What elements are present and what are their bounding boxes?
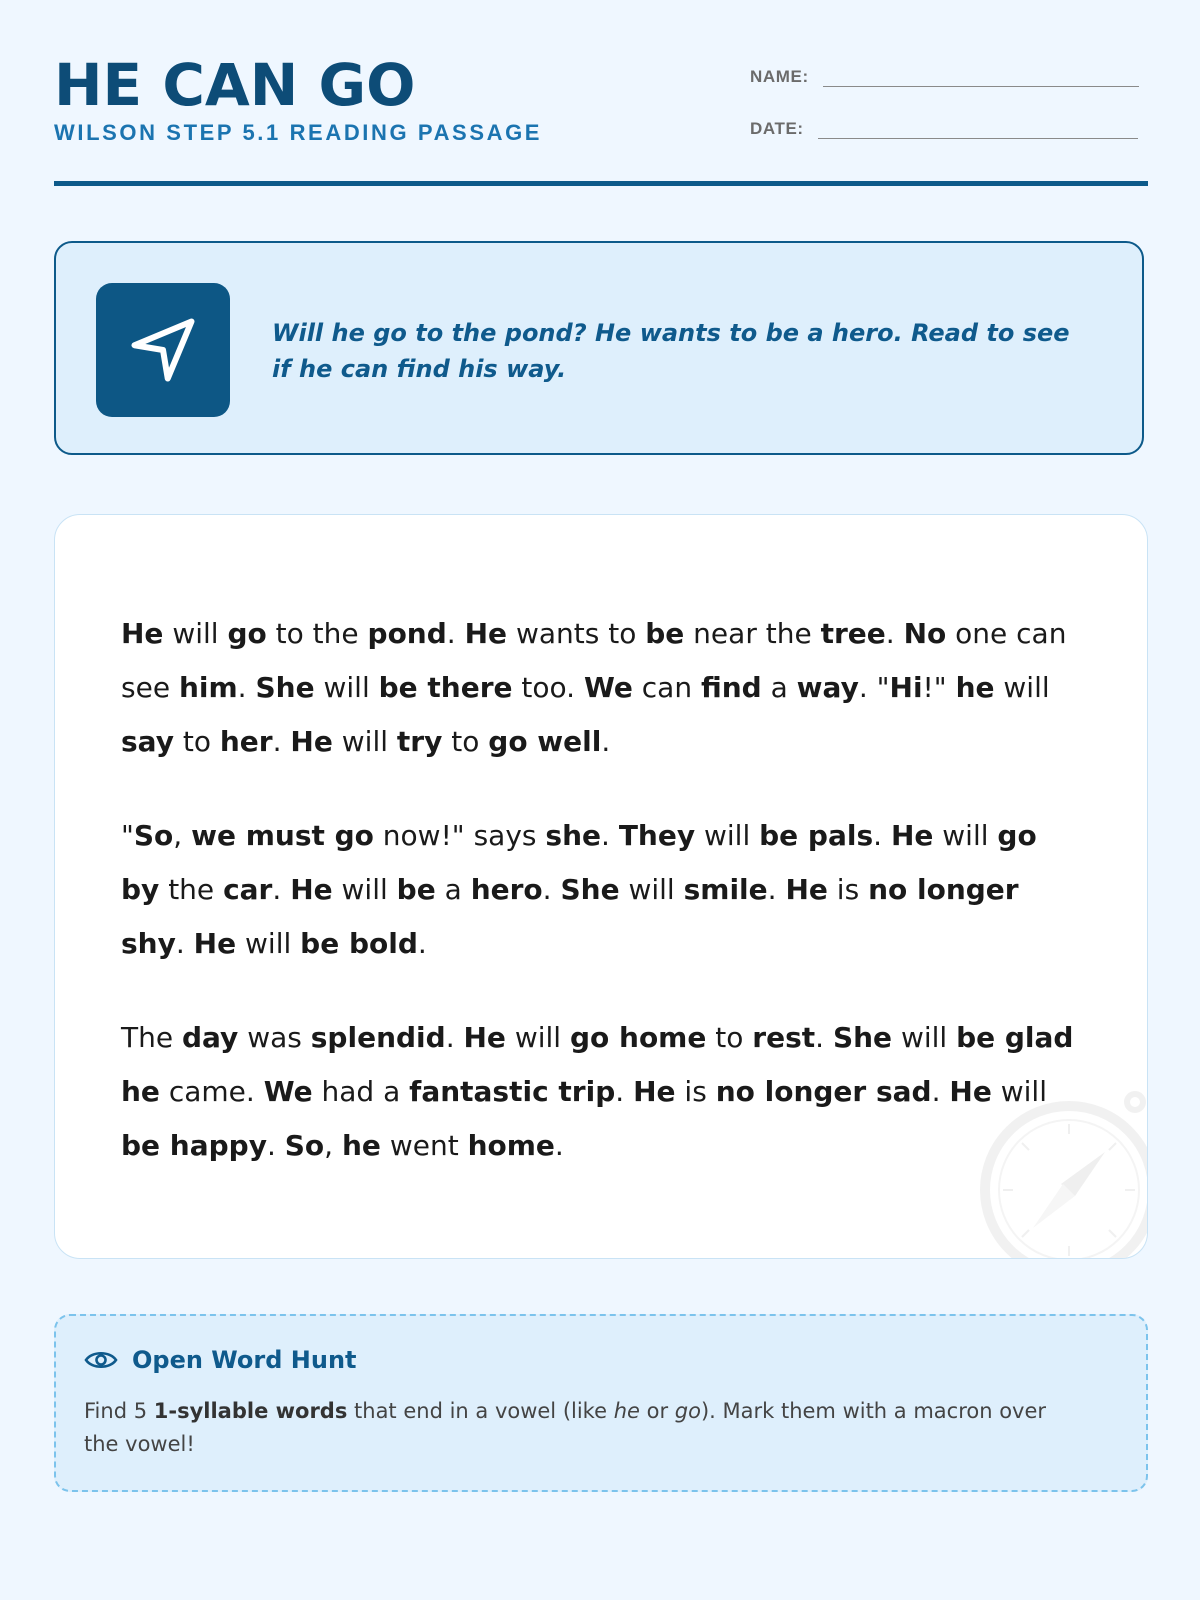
text-run: one can see	[121, 617, 1067, 704]
bold-word: He	[193, 927, 237, 960]
bold-word: He	[121, 617, 164, 650]
text-run: will	[619, 873, 684, 906]
bold-word: hero	[470, 873, 543, 906]
text-run: had a	[312, 1075, 410, 1108]
bold-word: try	[396, 725, 443, 758]
text-run: Find 5	[84, 1399, 154, 1423]
text-run: to	[706, 1021, 753, 1054]
text-run: .	[815, 1021, 833, 1054]
bold-word: splendid	[310, 1021, 446, 1054]
page-title: HE CAN GO	[54, 51, 416, 119]
text-run: will	[933, 819, 998, 852]
bold-word: smile	[683, 873, 768, 906]
text-run: . "	[858, 671, 890, 704]
bold-word: 1-syllable words	[153, 1399, 348, 1423]
bold-word: So	[133, 819, 174, 852]
text-run: that end in a vowel (like	[347, 1399, 614, 1423]
bold-word: He	[464, 617, 508, 650]
worksheet-header	[54, 52, 1148, 152]
name-label: NAME:	[750, 67, 809, 86]
bold-word: he	[955, 671, 995, 704]
text-run: will	[695, 819, 760, 852]
text-run: .	[767, 873, 786, 906]
text-run: will	[332, 725, 397, 758]
bold-word: be there	[378, 671, 513, 704]
text-run: a	[435, 873, 471, 906]
bold-word: He	[785, 873, 828, 906]
text-run: .	[885, 617, 904, 650]
text-run: .	[446, 617, 465, 650]
bold-word: go well	[488, 725, 602, 758]
bold-word: she	[545, 819, 601, 852]
bold-word: be happy	[121, 1129, 267, 1162]
reading-passage	[54, 514, 1148, 1259]
text-run: will	[505, 1021, 570, 1054]
bold-word: go	[227, 617, 267, 650]
text-run: .	[542, 873, 561, 906]
text-run: or	[639, 1399, 675, 1423]
bold-word: go by	[121, 819, 1037, 906]
passage-paragraph	[121, 607, 1081, 769]
bold-word: we must go	[191, 819, 374, 852]
word-hunt-instructions	[84, 1395, 1084, 1461]
text-run: .	[272, 725, 291, 758]
bold-word: be	[396, 873, 436, 906]
text-run: .	[931, 1075, 950, 1108]
text-run: came.	[159, 1075, 264, 1108]
text-run: "	[121, 819, 134, 852]
bold-word: Hi	[889, 671, 923, 704]
word-hunt-heading	[84, 1346, 357, 1374]
text-run: will	[163, 617, 228, 650]
example-word: go	[674, 1399, 701, 1423]
bold-word: be glad he	[121, 1021, 1074, 1108]
bold-word: him	[178, 671, 238, 704]
bold-word: say	[121, 725, 174, 758]
date-row	[750, 114, 1138, 139]
text-run: too.	[512, 671, 584, 704]
text-run: is	[675, 1075, 716, 1108]
text-run: to	[442, 725, 489, 758]
text-run: .	[417, 927, 427, 960]
bold-word: tree	[820, 617, 886, 650]
bold-word: find	[700, 671, 762, 704]
bold-word: We	[583, 671, 633, 704]
passage-paragraph	[121, 1011, 1081, 1173]
text-run: can	[632, 671, 701, 704]
text-run: .	[554, 1129, 564, 1162]
text-run: will	[314, 671, 379, 704]
text-run: to	[173, 725, 220, 758]
bold-word: They	[618, 819, 696, 852]
bold-word: he	[341, 1129, 381, 1162]
bold-word: rest	[752, 1021, 816, 1054]
bold-word: day	[181, 1021, 239, 1054]
passage-paragraph	[121, 809, 1081, 971]
bold-word: pond	[367, 617, 447, 650]
text-run: now!" says	[373, 819, 546, 852]
example-word: he	[613, 1399, 640, 1423]
eye-icon	[84, 1348, 118, 1372]
text-run: !"	[922, 671, 956, 704]
date-label: DATE:	[750, 119, 804, 138]
text-run: .	[237, 671, 256, 704]
page-subtitle: WILSON STEP 5.1 READING PASSAGE	[54, 120, 543, 145]
bold-word: He	[290, 873, 333, 906]
text-run: ,	[324, 1129, 342, 1162]
name-blank-line[interactable]	[823, 62, 1139, 87]
text-run: will	[994, 671, 1050, 704]
word-hunt-box	[54, 1314, 1148, 1492]
date-blank-line[interactable]	[818, 114, 1138, 139]
text-run: will	[236, 927, 301, 960]
text-run: to the	[266, 617, 368, 650]
bold-word: car	[223, 873, 273, 906]
bold-word: He	[463, 1021, 506, 1054]
text-run: wants to	[507, 617, 646, 650]
bold-word: He	[890, 819, 934, 852]
compass-icon	[969, 1090, 1148, 1259]
text-run: the	[159, 873, 224, 906]
intro-callout	[54, 241, 1144, 455]
bold-word: no longer shy	[121, 873, 1019, 960]
name-row	[750, 62, 1139, 87]
text-run: will	[892, 1021, 957, 1054]
intro-text: Will he go to the pond? He wants to be a hero. Read to see if he can find his way.	[272, 319, 1070, 383]
text-run: .	[175, 927, 194, 960]
text-run: went	[380, 1129, 468, 1162]
bold-word: her	[219, 725, 273, 758]
text-run: ). Mark them with a macron over the vowel!	[84, 1399, 1047, 1456]
text-run: .	[266, 1129, 285, 1162]
text-run: .	[601, 819, 619, 852]
bold-word: go home	[569, 1021, 707, 1054]
text-run: The	[121, 1021, 182, 1054]
bold-word: We	[263, 1075, 313, 1108]
passage-text	[121, 607, 1081, 1213]
text-run: .	[615, 1075, 634, 1108]
bold-word: way	[796, 671, 859, 704]
bold-word: She	[832, 1021, 893, 1054]
bold-word: be	[645, 617, 685, 650]
text-run: .	[873, 819, 891, 852]
bold-word: be bold	[300, 927, 418, 960]
text-run: .	[445, 1021, 464, 1054]
text-run: ,	[173, 819, 192, 852]
bold-word: home	[467, 1129, 555, 1162]
navigation-arrow-icon	[96, 283, 230, 417]
bold-word: no longer sad	[715, 1075, 932, 1108]
bold-word: fantastic trip	[409, 1075, 616, 1108]
bold-word: She	[560, 873, 620, 906]
bold-word: He	[290, 725, 333, 758]
word-hunt-title: Open Word Hunt	[132, 1346, 357, 1374]
header-divider	[54, 181, 1148, 186]
text-run: .	[272, 873, 291, 906]
bold-word: She	[255, 671, 315, 704]
text-run: near the	[684, 617, 821, 650]
text-run: is	[827, 873, 869, 906]
bold-word: He	[633, 1075, 676, 1108]
bold-word: So	[284, 1129, 325, 1162]
text-run: a	[761, 671, 797, 704]
bold-word: He	[949, 1075, 992, 1108]
text-run: will	[991, 1075, 1047, 1108]
bold-word: be pals	[759, 819, 874, 852]
text-run: will	[332, 873, 397, 906]
bold-word: No	[903, 617, 947, 650]
text-run: was	[238, 1021, 311, 1054]
text-run: .	[601, 725, 611, 758]
